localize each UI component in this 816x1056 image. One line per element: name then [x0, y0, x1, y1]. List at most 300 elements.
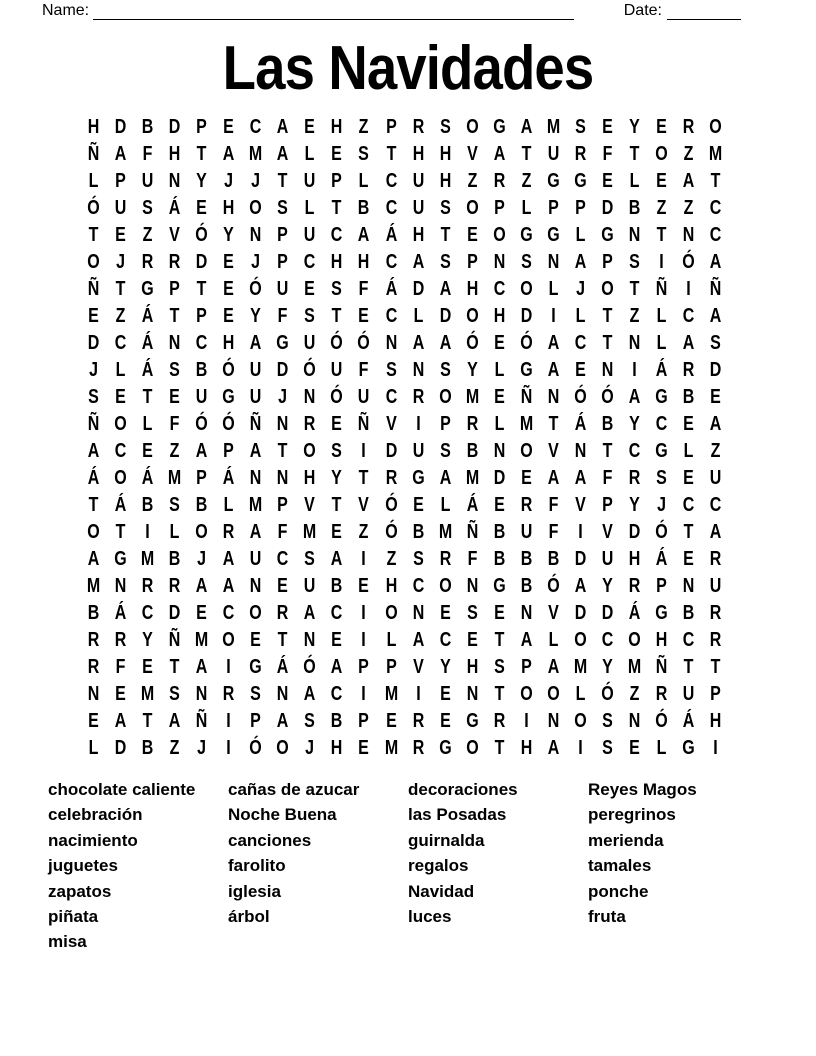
grid-cell-r11-c14: O — [438, 385, 452, 408]
grid-cell-r13-c23: L — [683, 439, 694, 462]
grid-cell-r2-c5: T — [196, 142, 207, 165]
grid-cell-r8-c3: Á — [141, 304, 154, 327]
grid-cell-r13-c7: A — [250, 439, 262, 462]
grid-cell-r9-c15: Ó — [465, 331, 479, 354]
grid-cell-r11-c13: R — [412, 385, 424, 408]
grid-cell-r1-c3: B — [141, 115, 154, 138]
grid-cell-r6-c6: E — [223, 250, 235, 273]
grid-cell-r19-c11: I — [361, 601, 367, 624]
grid-cell-r17-c15: F — [467, 547, 478, 570]
grid-cell-r24-c4: Z — [169, 736, 180, 759]
grid-cell-r12-c20: B — [601, 412, 614, 435]
grid-cell-r16-c14: M — [438, 520, 452, 543]
grid-cell-r6-c20: P — [602, 250, 613, 273]
grid-cell-r21-c6: I — [226, 655, 231, 678]
grid-cell-r11-c23: B — [682, 385, 695, 408]
grid-cell-r13-c18: V — [547, 439, 559, 462]
word-list-column-2 — [228, 777, 408, 955]
grid-cell-r20-c21: O — [628, 628, 641, 651]
grid-cell-r13-c15: B — [466, 439, 478, 462]
grid-cell-r13-c11: I — [361, 439, 367, 462]
grid-cell-r20-c14: C — [439, 628, 451, 651]
grid-cell-r20-c9: N — [304, 628, 316, 651]
grid-cell-r11-c10: Ó — [330, 385, 344, 408]
grid-cell-r6-c2: J — [116, 250, 126, 273]
grid-cell-r5-c23: N — [682, 223, 695, 246]
grid-cell-r21-c15: H — [466, 655, 478, 678]
grid-cell-r12-c14: P — [439, 412, 451, 435]
grid-cell-r19-c5: E — [196, 601, 208, 624]
grid-cell-r18-c12: H — [385, 574, 397, 597]
grid-cell-r21-c9: Ó — [303, 655, 317, 678]
grid-cell-r21-c22: Ñ — [655, 655, 668, 678]
grid-cell-r9-c8: G — [276, 331, 290, 354]
grid-cell-r10-c17: G — [520, 358, 533, 381]
grid-cell-r13-c12: D — [385, 439, 397, 462]
grid-cell-r23-c24: H — [709, 709, 722, 732]
grid-cell-r2-c11: S — [358, 142, 370, 165]
grid-cell-r3-c1: L — [88, 169, 99, 192]
grid-cell-r5-c13: H — [412, 223, 424, 246]
grid-cell-r12-c21: Y — [629, 412, 640, 435]
grid-cell-r1-c15: O — [465, 115, 479, 138]
grid-cell-r7-c4: P — [169, 277, 180, 300]
grid-cell-r2-c4: H — [168, 142, 181, 165]
grid-cell-r21-c8: Á — [277, 655, 289, 678]
grid-cell-r4-c13: U — [412, 196, 424, 219]
grid-cell-r1-c12: P — [385, 115, 397, 138]
grid-cell-r4-c24: C — [709, 196, 722, 219]
grid-cell-r19-c4: D — [168, 601, 181, 624]
grid-cell-r15-c6: L — [223, 493, 234, 516]
grid-cell-r21-c23: T — [683, 655, 694, 678]
grid-cell-r9-c14: A — [439, 331, 451, 354]
grid-cell-r13-c17: O — [520, 439, 533, 462]
grid-cell-r6-c7: J — [251, 250, 261, 273]
grid-cell-r21-c12: P — [385, 655, 397, 678]
grid-cell-r1-c4: D — [168, 115, 181, 138]
grid-cell-r20-c13: A — [412, 628, 424, 651]
grid-cell-r1-c13: R — [412, 115, 424, 138]
grid-cell-r19-c13: N — [412, 601, 424, 624]
grid-cell-r17-c8: C — [277, 547, 289, 570]
grid-cell-r8-c16: H — [493, 304, 506, 327]
grid-cell-r23-c15: G — [465, 709, 479, 732]
grid-cell-r15-c2: Á — [114, 493, 127, 516]
grid-cell-r15-c15: Á — [466, 493, 478, 516]
word-list-item: nacimiento — [48, 830, 138, 850]
grid-cell-r16-c5: O — [195, 520, 208, 543]
grid-cell-r23-c14: E — [439, 709, 451, 732]
grid-cell-r19-c24: R — [709, 601, 722, 624]
grid-cell-r5-c18: G — [547, 223, 560, 246]
grid-cell-r18-c2: N — [114, 574, 127, 597]
grid-cell-r4-c14: S — [439, 196, 451, 219]
grid-cell-r16-c1: O — [87, 520, 100, 543]
grid-cell-r20-c2: R — [114, 628, 127, 651]
grid-cell-r16-c11: Z — [359, 520, 369, 543]
grid-cell-r5-c16: O — [492, 223, 506, 246]
grid-cell-r4-c3: S — [142, 196, 153, 219]
grid-cell-r2-c9: L — [305, 142, 315, 165]
word-list-item: regalos — [408, 856, 469, 876]
grid-cell-r9-c2: C — [114, 331, 127, 354]
grid-cell-r11-c7: U — [250, 385, 262, 408]
grid-cell-r3-c19: G — [574, 169, 587, 192]
grid-cell-r24-c16: T — [494, 736, 505, 759]
grid-cell-r4-c17: L — [521, 196, 532, 219]
grid-cell-r15-c22: J — [657, 493, 666, 516]
grid-cell-r6-c14: S — [439, 250, 451, 273]
grid-cell-r9-c24: S — [710, 331, 721, 354]
grid-cell-r17-c21: H — [628, 547, 641, 570]
grid-cell-r13-c1: A — [87, 439, 100, 462]
grid-cell-r9-c6: H — [222, 331, 235, 354]
grid-cell-r13-c22: G — [655, 439, 668, 462]
grid-cell-r16-c6: R — [222, 520, 235, 543]
grid-cell-r7-c2: T — [115, 277, 126, 300]
grid-cell-r10-c5: B — [195, 358, 208, 381]
word-list-item: iglesia — [228, 881, 281, 901]
grid-cell-r12-c2: O — [114, 412, 127, 435]
grid-cell-r14-c20: F — [602, 466, 613, 489]
grid-cell-r20-c18: L — [548, 628, 559, 651]
grid-cell-r8-c14: D — [439, 304, 451, 327]
grid-cell-r2-c18: U — [547, 142, 560, 165]
grid-cell-r7-c17: O — [520, 277, 533, 300]
grid-cell-r7-c1: Ñ — [87, 277, 100, 300]
grid-cell-r17-c22: Á — [655, 547, 668, 570]
grid-cell-r3-c14: H — [439, 169, 451, 192]
grid-cell-r14-c12: R — [385, 466, 397, 489]
grid-cell-r3-c11: L — [359, 169, 369, 192]
grid-cell-r2-c19: R — [574, 142, 587, 165]
grid-cell-r12-c13: I — [415, 412, 421, 435]
grid-cell-r7-c7: Ó — [249, 277, 263, 300]
grid-cell-r1-c19: S — [575, 115, 586, 138]
grid-cell-r23-c23: Á — [682, 709, 695, 732]
grid-cell-r23-c4: A — [168, 709, 181, 732]
grid-cell-r16-c19: I — [578, 520, 583, 543]
grid-cell-r4-c8: S — [277, 196, 289, 219]
grid-cell-r12-c5: Ó — [195, 412, 208, 435]
grid-cell-r14-c13: G — [411, 466, 425, 489]
grid-cell-r23-c18: N — [547, 709, 560, 732]
grid-cell-r18-c7: N — [250, 574, 262, 597]
grid-cell-r4-c9: L — [305, 196, 315, 219]
grid-cell-r20-c20: C — [601, 628, 614, 651]
grid-cell-r10-c4: S — [169, 358, 180, 381]
grid-cell-r12-c9: R — [304, 412, 316, 435]
grid-cell-r17-c14: R — [439, 547, 451, 570]
grid-cell-r1-c20: E — [602, 115, 613, 138]
grid-cell-r19-c14: E — [439, 601, 451, 624]
grid-cell-r18-c13: C — [412, 574, 424, 597]
grid-cell-r20-c7: E — [250, 628, 262, 651]
grid-cell-r14-c18: A — [547, 466, 560, 489]
grid-cell-r22-c5: N — [195, 682, 208, 705]
grid-cell-r22-c1: N — [87, 682, 100, 705]
grid-cell-r8-c15: O — [465, 304, 479, 327]
grid-cell-r10-c18: A — [547, 358, 560, 381]
grid-cell-r3-c20: E — [602, 169, 613, 192]
grid-cell-r14-c11: T — [359, 466, 369, 489]
grid-cell-r3-c6: J — [224, 169, 234, 192]
grid-cell-r7-c3: G — [141, 277, 154, 300]
grid-cell-r21-c13: V — [412, 655, 424, 678]
grid-cell-r9-c23: A — [682, 331, 695, 354]
grid-cell-r15-c3: B — [141, 493, 154, 516]
grid-cell-r2-c12: T — [386, 142, 396, 165]
grid-cell-r5-c4: V — [169, 223, 180, 246]
grid-cell-r4-c11: B — [358, 196, 370, 219]
grid-cell-r13-c6: P — [223, 439, 235, 462]
grid-cell-r7-c18: L — [548, 277, 559, 300]
grid-cell-r6-c3: R — [141, 250, 154, 273]
grid-cell-r15-c23: C — [682, 493, 695, 516]
word-list-item: peregrinos — [588, 805, 676, 825]
grid-cell-r5-c17: G — [520, 223, 533, 246]
grid-cell-r17-c18: B — [547, 547, 560, 570]
grid-cell-r16-c8: F — [277, 520, 288, 543]
grid-cell-r24-c19: I — [578, 736, 583, 759]
grid-cell-r23-c21: N — [628, 709, 641, 732]
grid-cell-r23-c1: E — [88, 709, 99, 732]
grid-cell-r22-c20: Ó — [601, 682, 614, 705]
grid-cell-r8-c13: L — [413, 304, 423, 327]
word-list-item: ponche — [588, 881, 649, 901]
grid-cell-r9-c16: E — [493, 331, 505, 354]
grid-cell-r16-c24: A — [709, 520, 722, 543]
grid-cell-r6-c13: A — [412, 250, 424, 273]
grid-cell-r22-c23: U — [682, 682, 695, 705]
grid-cell-r11-c11: U — [358, 385, 370, 408]
grid-cell-r9-c13: A — [412, 331, 424, 354]
word-list-item: Reyes Magos — [588, 780, 697, 799]
grid-cell-r14-c1: Á — [87, 466, 100, 489]
grid-cell-r9-c19: C — [574, 331, 587, 354]
grid-cell-r10-c3: Á — [141, 358, 154, 381]
grid-cell-r8-c10: T — [332, 304, 342, 327]
grid-cell-r6-c10: H — [331, 250, 343, 273]
word-list-item: cañas de azucar — [228, 780, 360, 799]
grid-cell-r10-c1: J — [89, 358, 98, 381]
grid-cell-r19-c2: Á — [114, 601, 127, 624]
grid-cell-r24-c18: A — [547, 736, 560, 759]
grid-cell-r1-c21: Y — [629, 115, 640, 138]
grid-cell-r14-c14: A — [439, 466, 451, 489]
grid-cell-r3-c7: J — [251, 169, 261, 192]
grid-cell-r20-c8: T — [277, 628, 288, 651]
grid-cell-r5-c6: Y — [223, 223, 235, 246]
word-list-item: merienda — [588, 830, 664, 850]
grid-cell-r18-c24: U — [709, 574, 722, 597]
grid-cell-r7-c15: H — [466, 277, 478, 300]
grid-cell-r3-c21: L — [629, 169, 640, 192]
grid-cell-r23-c22: Ó — [655, 709, 668, 732]
grid-cell-r12-c3: L — [142, 412, 153, 435]
grid-cell-r17-c20: U — [601, 547, 614, 570]
grid-cell-r20-c24: R — [709, 628, 722, 651]
grid-cell-r21-c4: T — [169, 655, 180, 678]
grid-cell-r24-c5: J — [197, 736, 207, 759]
name-blank-line — [93, 4, 574, 20]
name-label: Name: — [42, 2, 90, 19]
grid-cell-r12-c1: Ñ — [87, 412, 100, 435]
grid-cell-r12-c7: Ñ — [250, 412, 262, 435]
grid-cell-r19-c12: O — [384, 601, 398, 624]
grid-cell-r7-c6: E — [223, 277, 235, 300]
grid-cell-r20-c6: O — [222, 628, 235, 651]
grid-cell-r12-c18: T — [548, 412, 559, 435]
word-list-item: guirnalda — [408, 830, 485, 850]
grid-cell-r14-c22: S — [656, 466, 667, 489]
grid-cell-r1-c23: R — [682, 115, 695, 138]
grid-cell-r19-c16: E — [493, 601, 505, 624]
grid-cell-r8-c24: A — [709, 304, 722, 327]
grid-cell-r8-c6: E — [223, 304, 235, 327]
grid-cell-r24-c22: L — [656, 736, 667, 759]
word-list-item: celebración — [48, 805, 143, 825]
grid-cell-r3-c23: A — [682, 169, 695, 192]
grid-cell-r3-c4: N — [168, 169, 181, 192]
grid-cell-r13-c2: C — [114, 439, 127, 462]
grid-cell-r7-c13: D — [412, 277, 424, 300]
grid-cell-r11-c3: T — [142, 385, 153, 408]
grid-cell-r20-c1: R — [87, 628, 100, 651]
grid-cell-r21-c1: R — [87, 655, 100, 678]
grid-cell-r3-c9: U — [304, 169, 316, 192]
grid-cell-r17-c5: J — [197, 547, 207, 570]
word-list-item: juguetes — [48, 856, 118, 876]
grid-cell-r5-c1: T — [88, 223, 99, 246]
grid-cell-r11-c1: S — [88, 385, 99, 408]
grid-cell-r19-c1: B — [87, 601, 100, 624]
grid-cell-r23-c16: R — [493, 709, 506, 732]
grid-cell-r11-c24: E — [710, 385, 721, 408]
grid-cell-r4-c5: E — [196, 196, 208, 219]
grid-cell-r17-c12: Z — [386, 547, 396, 570]
grid-cell-r9-c22: L — [656, 331, 667, 354]
grid-cell-r17-c6: A — [222, 547, 235, 570]
grid-cell-r24-c24: I — [713, 736, 718, 759]
grid-cell-r1-c1: H — [87, 115, 100, 138]
grid-cell-r2-c1: Ñ — [87, 142, 100, 165]
grid-cell-r6-c24: A — [709, 250, 722, 273]
grid-cell-r24-c13: R — [412, 736, 424, 759]
grid-cell-r1-c22: E — [656, 115, 667, 138]
grid-cell-r13-c3: E — [142, 439, 153, 462]
grid-cell-r21-c10: A — [331, 655, 343, 678]
grid-cell-r23-c11: P — [358, 709, 370, 732]
grid-cell-r1-c17: A — [520, 115, 533, 138]
grid-cell-r1-c5: P — [196, 115, 208, 138]
grid-cell-r2-c8: A — [277, 142, 289, 165]
grid-cell-r15-c13: E — [412, 493, 424, 516]
grid-cell-r24-c20: S — [602, 736, 613, 759]
grid-cell-r8-c5: P — [196, 304, 208, 327]
grid-cell-r6-c19: A — [574, 250, 587, 273]
grid-cell-r1-c9: E — [304, 115, 316, 138]
grid-cell-r14-c10: Y — [331, 466, 343, 489]
word-list-item: Noche Buena — [228, 805, 337, 825]
grid-cell-r21-c14: Y — [439, 655, 451, 678]
grid-cell-r23-c12: E — [385, 709, 397, 732]
grid-cell-r7-c16: C — [493, 277, 506, 300]
grid-cell-r10-c23: R — [682, 358, 695, 381]
grid-cell-r5-c21: N — [628, 223, 641, 246]
grid-cell-r16-c22: Ó — [655, 520, 668, 543]
grid-cell-r11-c15: M — [465, 385, 479, 408]
grid-cell-r10-c9: Ó — [303, 358, 317, 381]
grid-cell-r2-c24: M — [708, 142, 723, 165]
grid-cell-r8-c8: F — [277, 304, 288, 327]
grid-cell-r9-c20: T — [602, 331, 613, 354]
grid-cell-r17-c1: A — [87, 547, 100, 570]
grid-cell-r3-c18: G — [547, 169, 560, 192]
grid-cell-r12-c11: Ñ — [358, 412, 370, 435]
grid-cell-r1-c2: D — [114, 115, 127, 138]
grid-cell-r18-c16: G — [492, 574, 506, 597]
grid-cell-r17-c10: A — [331, 547, 343, 570]
word-list-item: las Posadas — [408, 805, 507, 825]
grid-cell-r18-c23: N — [682, 574, 695, 597]
grid-cell-r23-c13: R — [412, 709, 424, 732]
grid-cell-r8-c22: L — [656, 304, 667, 327]
grid-cell-r15-c10: T — [332, 493, 342, 516]
word-list-item: piñata — [48, 906, 99, 926]
grid-cell-r19-c17: N — [520, 601, 533, 624]
grid-cell-r16-c17: U — [520, 520, 533, 543]
grid-cell-r12-c6: Ó — [222, 412, 235, 435]
grid-cell-r7-c14: A — [439, 277, 451, 300]
grid-cell-r5-c22: T — [656, 223, 667, 246]
grid-cell-r4-c2: U — [114, 196, 127, 219]
grid-cell-r22-c12: M — [384, 682, 398, 705]
grid-cell-r21-c11: P — [358, 655, 370, 678]
grid-cell-r12-c12: V — [385, 412, 397, 435]
grid-cell-r12-c22: C — [655, 412, 668, 435]
grid-cell-r17-c17: B — [520, 547, 533, 570]
grid-cell-r10-c12: S — [385, 358, 397, 381]
grid-cell-r24-c11: E — [358, 736, 370, 759]
grid-cell-r13-c9: O — [303, 439, 317, 462]
word-list-item: Navidad — [408, 881, 475, 901]
grid-cell-r20-c19: O — [574, 628, 587, 651]
word-list-column-4 — [588, 777, 697, 955]
grid-cell-r21-c21: M — [627, 655, 642, 678]
grid-cell-r23-c9: S — [304, 709, 316, 732]
grid-cell-r19-c21: Á — [628, 601, 641, 624]
grid-cell-r2-c17: T — [521, 142, 532, 165]
grid-cell-r6-c22: I — [659, 250, 664, 273]
grid-cell-r4-c18: P — [547, 196, 559, 219]
grid-cell-r10-c6: Ó — [222, 358, 235, 381]
grid-cell-r17-c16: B — [493, 547, 506, 570]
grid-cell-r14-c15: M — [465, 466, 479, 489]
grid-cell-r5-c19: L — [575, 223, 586, 246]
grid-cell-r19-c8: R — [277, 601, 289, 624]
grid-cell-r8-c1: E — [88, 304, 99, 327]
grid-cell-r18-c8: E — [277, 574, 289, 597]
grid-cell-r19-c19: D — [574, 601, 587, 624]
grid-cell-r1-c7: C — [250, 115, 262, 138]
grid-cell-r9-c3: Á — [141, 331, 154, 354]
grid-cell-r13-c14: S — [439, 439, 451, 462]
grid-cell-r13-c21: C — [628, 439, 641, 462]
grid-cell-r20-c11: I — [361, 628, 367, 651]
grid-cell-r15-c24: C — [709, 493, 722, 516]
